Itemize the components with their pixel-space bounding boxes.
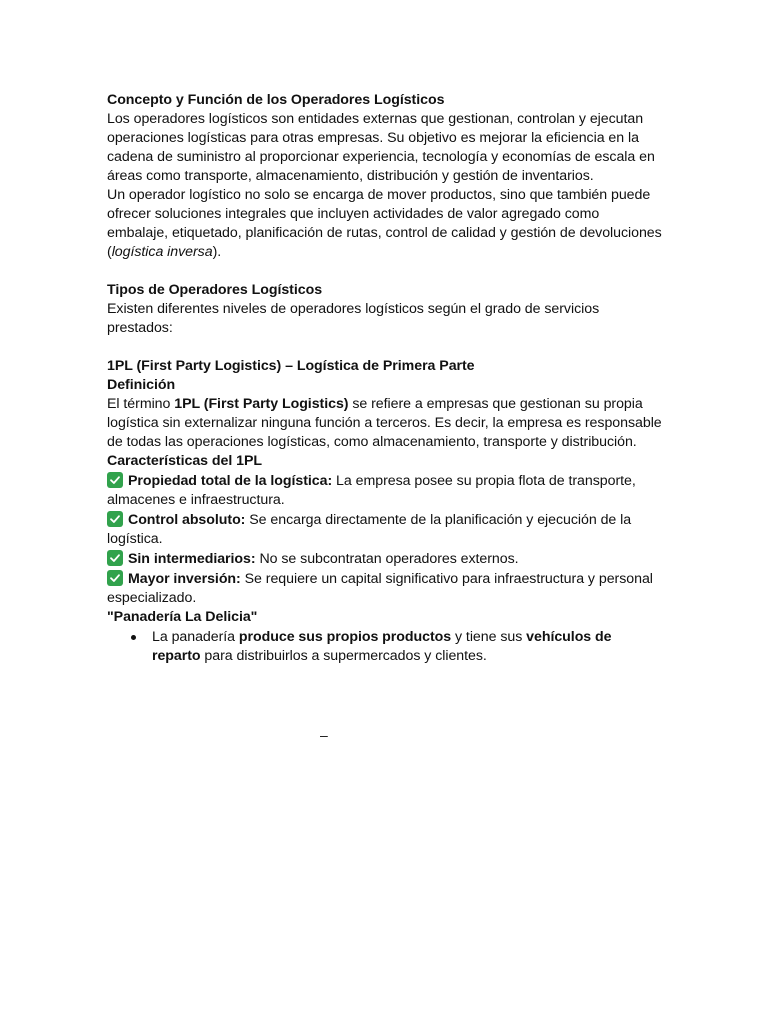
example-text-2: y tiene sus xyxy=(451,629,527,645)
section-title-1pl: 1PL (First Party Logistics) – Logística de Primera Parte xyxy=(107,358,475,374)
check-mark-icon xyxy=(107,472,123,488)
check-mark-icon xyxy=(107,511,123,527)
paragraph-definicion-operadores: Los operadores logísticos son entidades externas que gestionan, controlan y ejecutan operaciones logísticas para otras empresas. Su objetivo es mejorar la eficiencia en la cadena de suministro al proporcionar experiencia, tecnología y economías de escala en áreas como transporte, almacenamiento, distribución y gestión de inventarios. xyxy=(107,111,655,184)
example-bold-1: produce sus propios productos xyxy=(238,629,452,645)
paragraph-1pl-definition xyxy=(107,395,663,452)
definition-text-end: se refiere a empresas que gestionan su propia logística sin externalizar ninguna función a terceros. Es decir, la empresa es responsable de todas las operaciones logísticas, como almacenamiento, transporte y distribución. xyxy=(107,396,662,450)
paragraph-valor-agregado-text: Un operador logístico no solo se encarga de mover productos, sino que también puede ofrecer soluciones integrales que incluyen actividades de valor agregado como embalaje, etiquetado, planificación de rutas, control de calidad y gestión de devoluciones ( xyxy=(107,187,662,260)
example-bold-2: vehículos de reparto xyxy=(152,629,612,664)
paragraph-tipos-intro: Existen diferentes niveles de operadores logísticos según el grado de servicios prestados: xyxy=(107,301,600,336)
characteristic-label: Propiedad total de la logística: xyxy=(128,473,333,489)
characteristic-text: No se subcontratan operadores externos. xyxy=(255,551,519,567)
section-title-tipos: Tipos de Operadores Logísticos xyxy=(107,282,323,298)
definition-heading: Definición xyxy=(107,377,176,393)
definition-text-start: El término xyxy=(107,396,175,412)
characteristic-text: La empresa posee su propia flota de transporte, almacenes e infraestructura. xyxy=(107,473,636,508)
characteristic-label: Sin intermediarios: xyxy=(128,551,256,567)
characteristic-text: Se requiere un capital significativo para infraestructura y personal especializado. xyxy=(107,571,653,606)
definition-term: 1PL (First Party Logistics) xyxy=(174,396,349,412)
characteristic-item xyxy=(107,471,663,510)
example-text-3: para distribuirlos a supermercados y clientes. xyxy=(200,648,487,664)
check-mark-icon xyxy=(107,570,123,586)
example-heading: "Panadería La Delicia" xyxy=(107,609,258,625)
paragraph-valor-agregado-end: ). xyxy=(212,244,222,260)
bullet-icon xyxy=(131,635,136,640)
example-text-1: La panadería xyxy=(152,629,239,645)
page-footer-mark: – xyxy=(320,727,328,743)
characteristic-item xyxy=(107,549,663,569)
example-list xyxy=(107,627,663,666)
spacer xyxy=(107,262,663,281)
section-title-concepto: Concepto y Función de los Operadores Logísticos xyxy=(107,92,445,108)
characteristic-text: Se encarga directamente de la planificación y ejecución de la logística. xyxy=(107,512,632,547)
characteristics-heading: Características del 1PL xyxy=(107,453,262,469)
characteristic-label: Mayor inversión: xyxy=(128,571,241,587)
characteristic-item xyxy=(107,510,663,549)
document-body xyxy=(107,91,663,666)
spacer xyxy=(107,338,663,357)
logistica-inversa-term: logística inversa xyxy=(111,244,213,260)
list-item xyxy=(152,627,663,666)
paragraph-valor-agregado xyxy=(107,186,663,262)
check-mark-icon xyxy=(107,550,123,566)
characteristic-label: Control absoluto: xyxy=(128,512,246,528)
characteristic-item xyxy=(107,569,663,608)
